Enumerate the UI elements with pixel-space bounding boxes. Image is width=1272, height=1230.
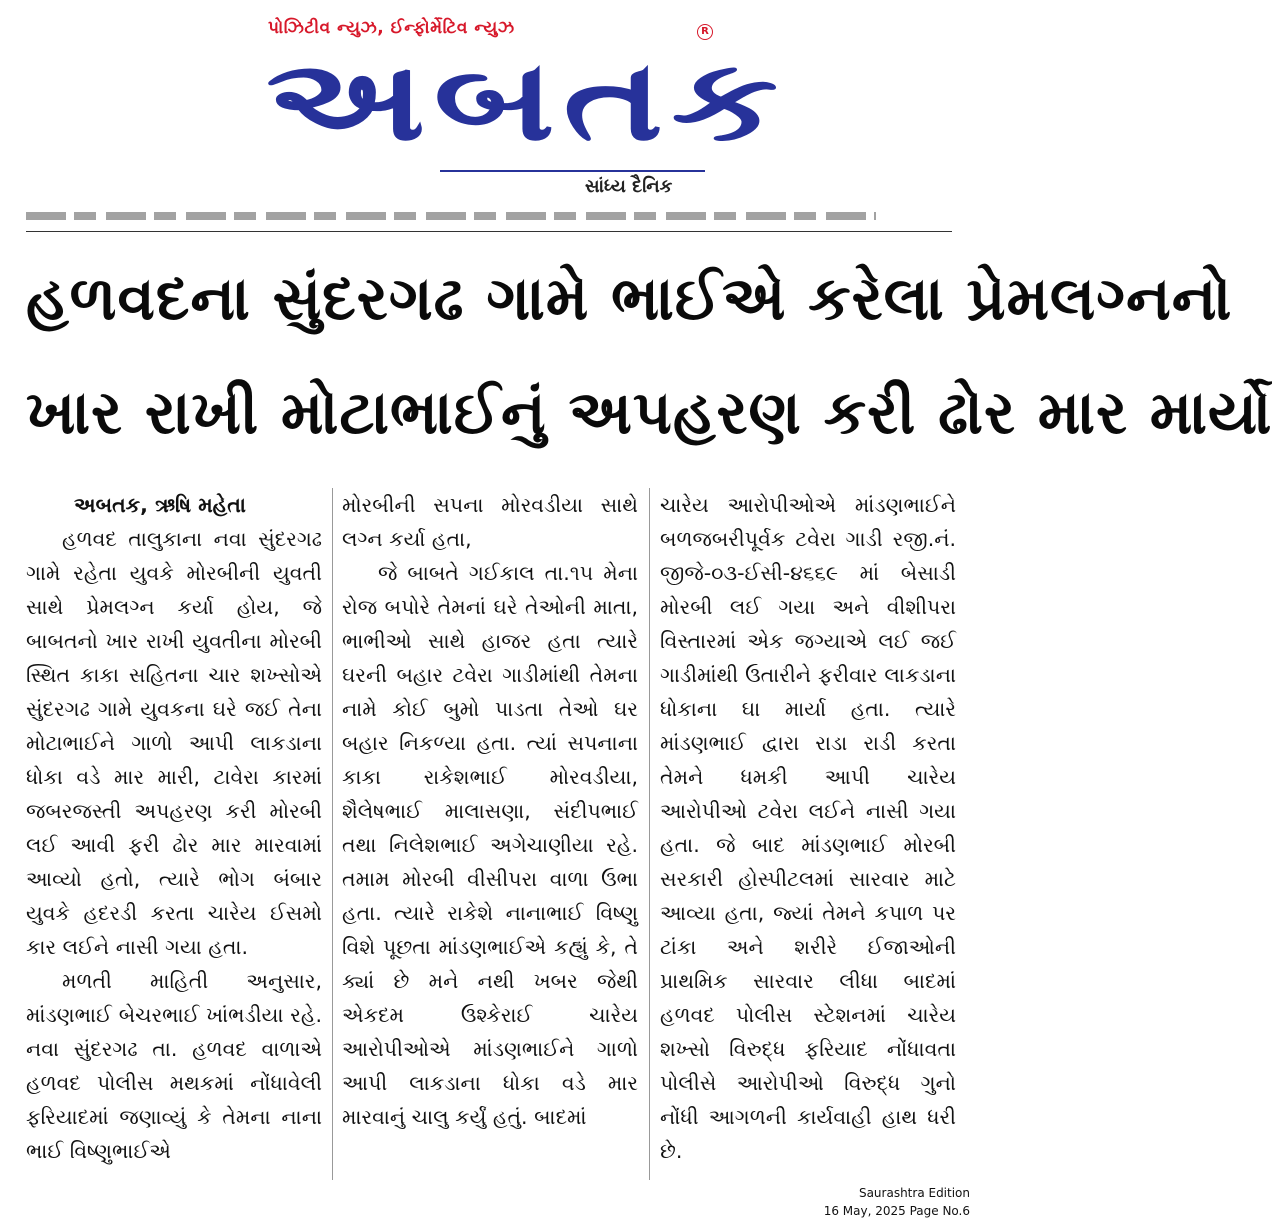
paragraph: જે બાબતે ગઈકાલ તા.૧૫ મેના રોજ બપોરે તેમનાં ઘરે તેઓની માતા, ભાભીઓ સાથે હાજર હતા ત્યારે ઘરની બહાર ટવેરા ગાડીમાંથી તેમના નામે કોઈ બુમો પાડતા તેઓ ઘર બહાર નિકળ્યા હતા. ત્યાં સપનાના કાકા રાકેશભાઈ મોરવડીયા, શૈલેષભાઈ માલાસણા, સંદીપભાઈ તથા નિલેશભાઈ અગેચાણીયા રહે. તમામ મોરબી વીસીપરા વાળા ઉભા હતા. ત્યારે રાકેશે નાનાભાઈ વિષ્ણુ વિશે પૂછતા માંડણભાઈએ કહ્યું કે, તે ક્યાં છે મને નથી ખબર જેથી એકદમ ઉશ્કેરાઈ ચારેય આરોપીઓએ માંડણભાઈને ગાળો આપી લાકડાના ધોકા વડે માર મારવાનું ચાલુ કર્યું હતું. બાદમાં	[342, 561, 638, 1129]
paragraph: મળતી માહિતી અનુસાર, માંડણભાઈ બેચરભાઈ ખાંભડીયા રહે. નવા સુંદરગઢ તા. હળવદ વાળાએ હળવદ પોલીસ મથકમાં નોંધાવેલી ફરિયાદમાં જણાવ્યું કે તેમના નાના ભાઈ વિષ્ણુભાઈએ	[26, 969, 322, 1163]
article-column-1	[26, 488, 322, 1168]
paragraph: હળવદ તાલુકાના નવા સુંદરગઢ ગામે રહેતા યુવકે મોરબીની યુવતી સાથે પ્રેમલગ્ન કર્યા હોય, જે બાબતનો ખાર રાખી યુવતીના મોરબી સ્થિત કાકા સહિતના ચાર શખ્સોએ સુંદરગઢ ગામે યુવકના ઘરે જઈ તેના મોટાભાઈને ગાળો આપી લાકડાના ધોકા વડે માર મારી, ટાવેરા કારમાં જબરજસ્તી અપહરણ કરી મોરબી લઈ આવી ફરી ઢોર માર મારવામાં આવ્યો હતો, ત્યારે ભોગ બંબાર યુવકે હદરડી કરતા ચારેય ઈસમો કાર લઈને નાસી ગયા હતા.	[26, 527, 322, 959]
masthead	[0, 0, 980, 205]
paragraph: ચારેય આરોપીઓએ માંડણભાઈને બળજબરીપૂર્વક ટવેરા ગાડી રજી.નં. જીજે-૦૩-ઈસી-૪૬૬૯ માં બેસાડી મોરબી લઈ ગયા અને વીશીપરા વિસ્તારમાં એક જગ્યાએ લઈ જઈ ગાડીમાંથી ઉતારીને ફરીવાર લાકડાના ધોકાના ઘા માર્યા હતા. ત્યારે માંડણભાઈ દ્વારા રાડા રાડી કરતા તેમને ધમકી આપી ચારેય આરોપીઓ ટવેરા લઈને નાસી ગયા હતા. જે બાદ માંડણભાઈ મોરબી સરકારી હોસ્પીટલમાં સારવાર માટે આવ્યા હતા, જ્યાં તેમને કપાળ પર ટાંકા અને શરીરે ઈજાઓની પ્રાથમિક સારવાર લીધા બાદમાં હળવદ પોલીસ સ્ટેશનમાં ચારેય શખ્સો વિરુદ્ધ ફરિયાદ નોંધાવતા પોલીસે આરોપીઓ વિરુદ્ધ ગુનો નોંધી આગળની કાર્યવાહી હાથ ધરી છે.	[660, 493, 956, 1163]
page-footer	[824, 1184, 970, 1220]
article-column-3	[660, 488, 956, 1168]
divider	[26, 231, 952, 232]
column-divider	[649, 488, 650, 1180]
newspaper-logo: અબતક	[266, 36, 787, 166]
headline-line-1: હળવદના સુંદરગઢ ગામે ભાઈએ કરેલા પ્રેમલગ્નનો	[26, 264, 1233, 334]
byline: અબતક, ઋષિ મહેતા	[74, 493, 246, 517]
article-headline	[26, 242, 1272, 470]
paragraph: મોરબીની સપના મોરવડીયા સાથે લગ્ન કર્યા હતા,	[342, 493, 638, 551]
edition-type: સાંધ્ય દૈનિક	[585, 176, 673, 197]
edition-label: Saurashtra Edition	[858, 1186, 970, 1200]
article-column-2	[342, 488, 638, 1134]
masthead-tagline: પોઝિટીવ ન્યુઝ, ઈન્ફોર્મેટિવ ન્યુઝ	[268, 18, 515, 38]
logo-underline	[440, 170, 705, 172]
column-divider	[332, 488, 333, 1180]
clipped-text-strip	[26, 212, 876, 220]
headline-line-2: ખાર રાખી મોટાભાઈનું અપહરણ કરી ઢોર માર માર્યો	[26, 378, 1272, 448]
date-page-label: 16 May, 2025 Page No.6	[823, 1204, 970, 1218]
registered-mark-icon: R	[697, 24, 713, 40]
